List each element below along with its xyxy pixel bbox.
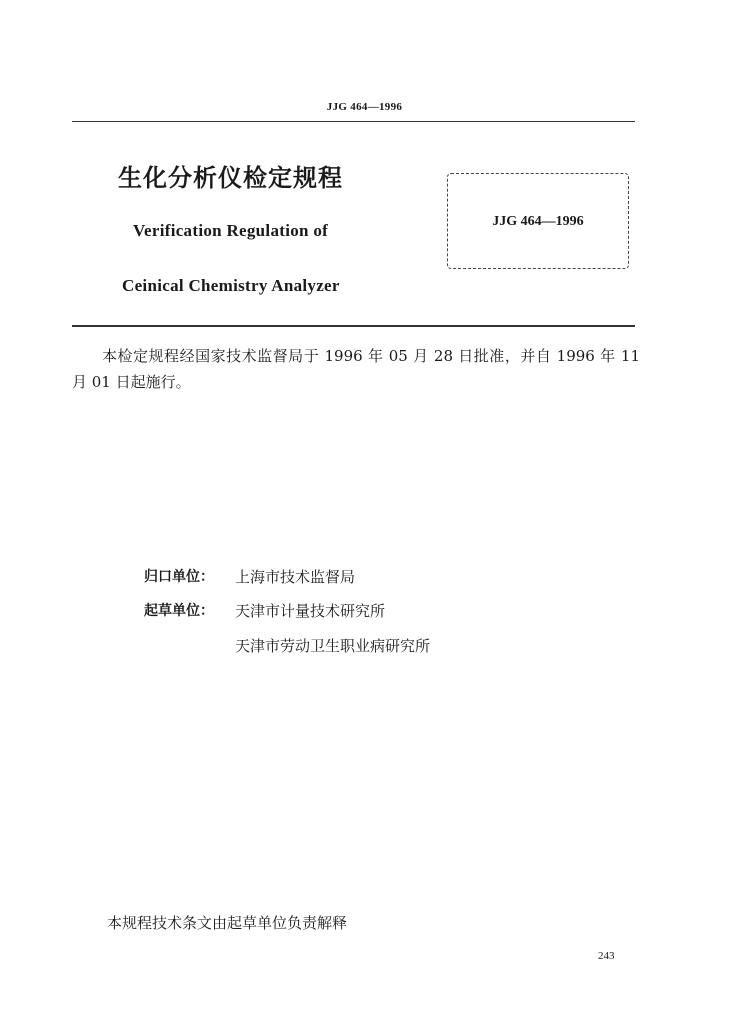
standard-code-box xyxy=(447,173,629,269)
standard-code: JJG 464—1996 xyxy=(492,214,584,229)
header-code: JJG 464—1996 xyxy=(326,101,403,113)
approval-statement: 本检定规程经国家技术监督局于 1996 年 05 月 28 日批准，并自 1996 年 11 月 01 日起施行。 xyxy=(72,347,640,391)
section-rule xyxy=(72,325,635,327)
interpretation-note: 本规程技术条文由起草单位负责解释 xyxy=(107,914,348,932)
header-rule xyxy=(72,121,635,122)
title-english-line1: Verification Regulation of xyxy=(133,221,329,240)
page-number: 243 xyxy=(598,950,615,962)
responsible-unit-value: 上海市技术监督局 xyxy=(235,568,356,586)
title-chinese: 生化分析仪检定规程 xyxy=(118,163,343,192)
drafting-unit-value-2: 天津市劳动卫生职业病研究所 xyxy=(235,637,431,655)
responsible-unit-label: 归口单位： xyxy=(144,569,214,585)
drafting-unit-label: 起草单位： xyxy=(144,603,214,619)
title-english-line2: Ceinical Chemistry Analyzer xyxy=(122,276,340,295)
drafting-unit-value-1: 天津市计量技术研究所 xyxy=(235,602,386,620)
